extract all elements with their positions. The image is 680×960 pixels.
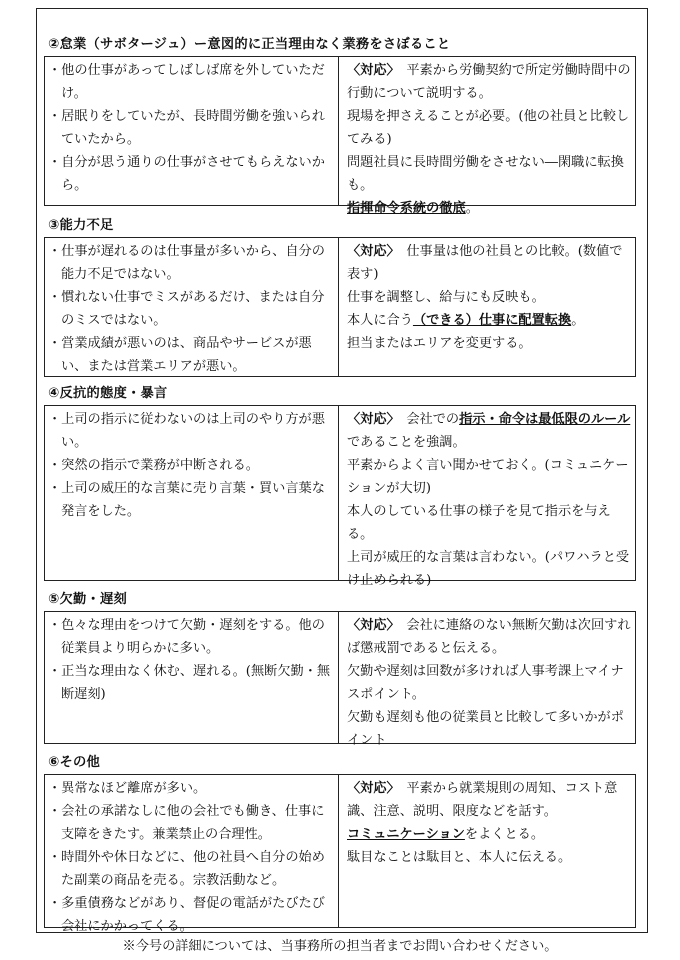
footer-note: ※今号の詳細については、当事務所の担当者までお問い合わせください。	[122, 939, 558, 954]
column-divider	[338, 775, 339, 927]
response-column	[347, 777, 633, 869]
response-text: 欠勤も遅刻も他の従業員と比較して多いかがポイント	[347, 710, 624, 748]
cases-column	[48, 408, 336, 523]
response-text: 会社での	[393, 412, 460, 427]
cases-column	[48, 777, 336, 938]
response-text: 現場を押さえることが必要。(他の社員と比較してみる)	[347, 109, 630, 147]
section-table-absence	[44, 611, 636, 748]
list-item: ・上司の指示に従わないのは上司のやり方が悪い。	[48, 412, 325, 450]
emphasis-text: コミュニケーション	[347, 827, 465, 842]
column-divider	[338, 612, 339, 743]
response-text: 。	[465, 201, 479, 216]
list-item: ・他の仕事があってしばしば席を外していただけ。	[48, 63, 325, 101]
response-text: 会社に連絡のない無断欠勤は次回すれば懲戒罰であると伝える。	[347, 618, 631, 656]
column-divider	[338, 406, 339, 580]
list-item: ・色々な理由をつけて欠勤・遅刻をする。他の従業員より明らかに多い。	[48, 618, 325, 656]
emphasis-text: 指揮命令系統の徹底	[347, 201, 466, 216]
response-text: をよくとる。	[464, 827, 545, 842]
emphasis-text: 指示・命令は最低限のルール	[459, 412, 631, 427]
section-heading-other: ⑥その他	[48, 755, 100, 770]
response-tag: 〈対応〉	[347, 244, 394, 259]
response-text: 欠勤や遅刻は回数が多ければ人事考課上マイナスポイント。	[347, 664, 624, 702]
response-text: 本人に合う	[347, 313, 413, 328]
section-table-other	[44, 774, 636, 934]
response-text: 本人のしている仕事の様子を見て指示を与える。	[347, 504, 611, 542]
emphasis-text: （できる）仕事に配置転換	[412, 313, 572, 328]
section-heading-sabotage: ②怠業（サボタージュ）ー意図的に正当理由なく業務をさぼること	[48, 37, 451, 52]
list-item: ・正当な理由なく休む、遅れる。(無断欠勤・無断遅刻)	[48, 664, 331, 702]
list-item: ・異常なほど離席が多い。	[48, 781, 207, 796]
response-column	[347, 614, 633, 752]
list-item: ・多重債務などがあり、督促の電話がたびたび会社にかかってくる。	[48, 896, 325, 934]
response-tag: 〈対応〉	[347, 63, 394, 78]
response-tag: 〈対応〉	[347, 781, 394, 796]
response-text: 仕事を調整し、給与にも反映も。	[347, 290, 545, 305]
response-text: 担当またはエリアを変更する。	[347, 336, 532, 351]
response-text: 上司が威圧的な言葉は言わない。(パワハラと受け止められる)	[347, 550, 630, 588]
list-item: ・仕事が遅れるのは仕事量が多いから、自分の能力不足ではない。	[48, 244, 325, 282]
list-item: ・慣れない仕事でミスがあるだけ、または自分のミスではない。	[48, 290, 325, 328]
column-divider	[338, 57, 339, 205]
response-text: であることを強調。	[347, 435, 466, 450]
cases-column	[48, 614, 336, 706]
response-column	[347, 59, 633, 220]
cases-column	[48, 240, 336, 378]
section-table-sabotage	[44, 56, 636, 216]
response-text: 平素から労働契約で所定労働時間中の行動について説明する。	[347, 63, 631, 101]
list-item: ・突然の指示で業務が中断される。	[48, 458, 259, 473]
response-text: 。	[571, 313, 585, 328]
response-text: 平素から就業規則の周知、コスト意識、注意、説明、限度などを話す。	[347, 781, 618, 819]
list-item: ・時間外や休日などに、他の社員へ自分の始めた副業の商品を売る。宗教活動など。	[48, 850, 325, 888]
response-tag: 〈対応〉	[347, 618, 394, 633]
cases-column	[48, 59, 336, 197]
response-text: 仕事量は他の社員との比較。(数値で表す)	[347, 244, 623, 282]
section-heading-incompetence: ③能力不足	[48, 218, 114, 233]
section-heading-defiance: ④反抗的態度・暴言	[48, 386, 168, 401]
list-item: ・自分が思う通りの仕事がさせてもらえないから。	[48, 155, 325, 193]
response-column	[347, 408, 633, 592]
response-text: 駄目なことは駄目と、本人に伝える。	[347, 850, 572, 865]
list-item: ・営業成績が悪いのは、商品やサービスが悪い、または営業エリアが悪い。	[48, 336, 312, 374]
section-table-defiance	[44, 405, 636, 588]
section-heading-absence: ⑤欠勤・遅刻	[48, 592, 127, 607]
response-text: 問題社員に長時間労働をさせない―閑職に転換も。	[347, 155, 624, 193]
list-item: ・会社の承諾なしに他の会社でも働き、仕事に支障をきたす。兼業禁止の合理性。	[48, 804, 325, 842]
section-table-incompetence	[44, 237, 636, 377]
response-tag: 〈対応〉	[347, 412, 394, 427]
column-divider	[338, 238, 339, 376]
list-item: ・上司の威圧的な言葉に売り言葉・買い言葉な発言をした。	[48, 481, 325, 519]
list-item: ・居眠りをしていたが、長時間労働を強いられていたから。	[48, 109, 325, 147]
response-text: 平素からよく言い聞かせておく。(コミュニケーションが大切)	[347, 458, 629, 496]
response-column	[347, 240, 633, 355]
